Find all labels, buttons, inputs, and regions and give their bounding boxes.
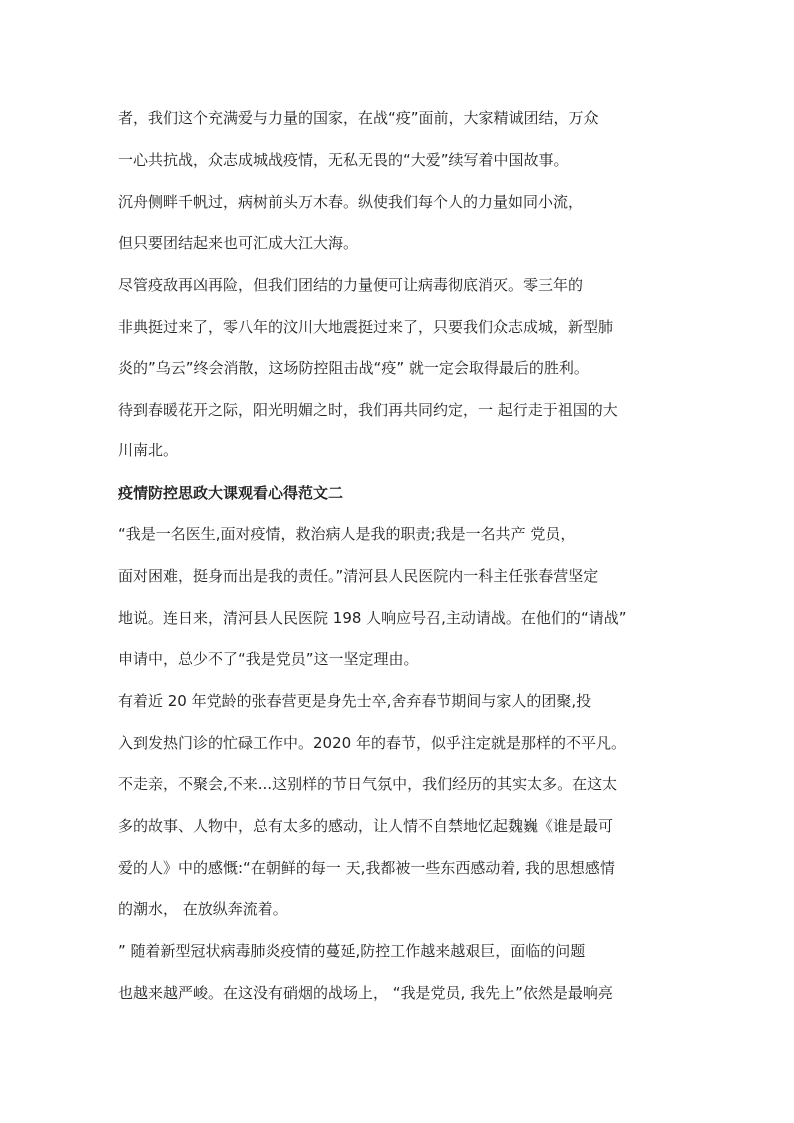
section-heading: 疫情防控思政大课观看心得范文二	[118, 484, 344, 502]
text-line: 多的故事、人物中，总有太多的感动，让人情不自禁地忆起魏巍《谁是最可	[118, 817, 614, 835]
text-line: 不走亲，不聚会,不来...这别样的节日气氛中，我们经历的其实太多。在这太	[118, 775, 618, 793]
text-line: 一心共抗战，众志成城战疫情，无私无畏的“大爱”续写着中国故事。	[118, 151, 569, 169]
text-line: 地说。连日来，清河县人民医院 198 人响应号召,主动请战。在他们的“请战”	[118, 609, 627, 627]
text-line: 爱的人》中的感慨:“在朝鲜的每一 天,我都被一些东西感动着, 我的思想感情	[118, 859, 615, 877]
text-line: “我是一名医生,面对疫情，救治病人是我的职责;我是一名共产 党员，	[118, 525, 576, 543]
text-line: 的潮水， 在放纵奔流着。	[118, 900, 288, 918]
text-line: 炎的”乌云”终会消散，这场防控阻击战“疫” 就一定会取得最后的胜利。	[118, 359, 589, 377]
text-line: 申请中，总少不了“我是党员”这一坚定理由。	[118, 650, 419, 668]
text-line: 非典挺过来了，零八年的汶川大地震挺过来了，只要我们众志成城，新型肺	[118, 318, 614, 336]
text-line: ” 随着新型冠状病毒肺炎疫情的蔓延,防控工作越来越艰巨，面临的问题	[118, 942, 586, 960]
text-line: 待到春暖花开之际，阳光明媚之时，我们再共同约定，一 起行走于祖国的大	[118, 401, 618, 419]
text-line: 面对困难，挺身而出是我的责任。”清河县人民医院内一科主任张春营坚定	[118, 567, 599, 585]
text-line: 川南北。	[118, 441, 179, 459]
text-line: 者，我们这个充满爱与力量的国家，在战“疫”面前，大家精诚团结，万众	[118, 109, 599, 127]
text-line: 也越来越严峻。在这没有硝烟的战场上， “我是党员, 我先上”依然是最响亮	[118, 984, 613, 1002]
text-line: 有着近 20 年党龄的张春营更是身先士卒,舍弃春节期间与家人的团聚,投	[118, 692, 592, 710]
text-line: 尽管疫敌再凶再险，但我们团结的力量便可让病毒彻底消灭。零三年的	[118, 276, 584, 294]
text-line: 入到发热门诊的忙碌工作中。2020 年的春节，似乎注定就是那样的不平凡。	[118, 734, 626, 752]
text-line: 沉舟侧畔千帆过，病树前头万木春。纵使我们每个人的力量如同小流，	[118, 193, 584, 211]
text-line: 但只要团结起来也可汇成大江大海。	[118, 234, 359, 252]
